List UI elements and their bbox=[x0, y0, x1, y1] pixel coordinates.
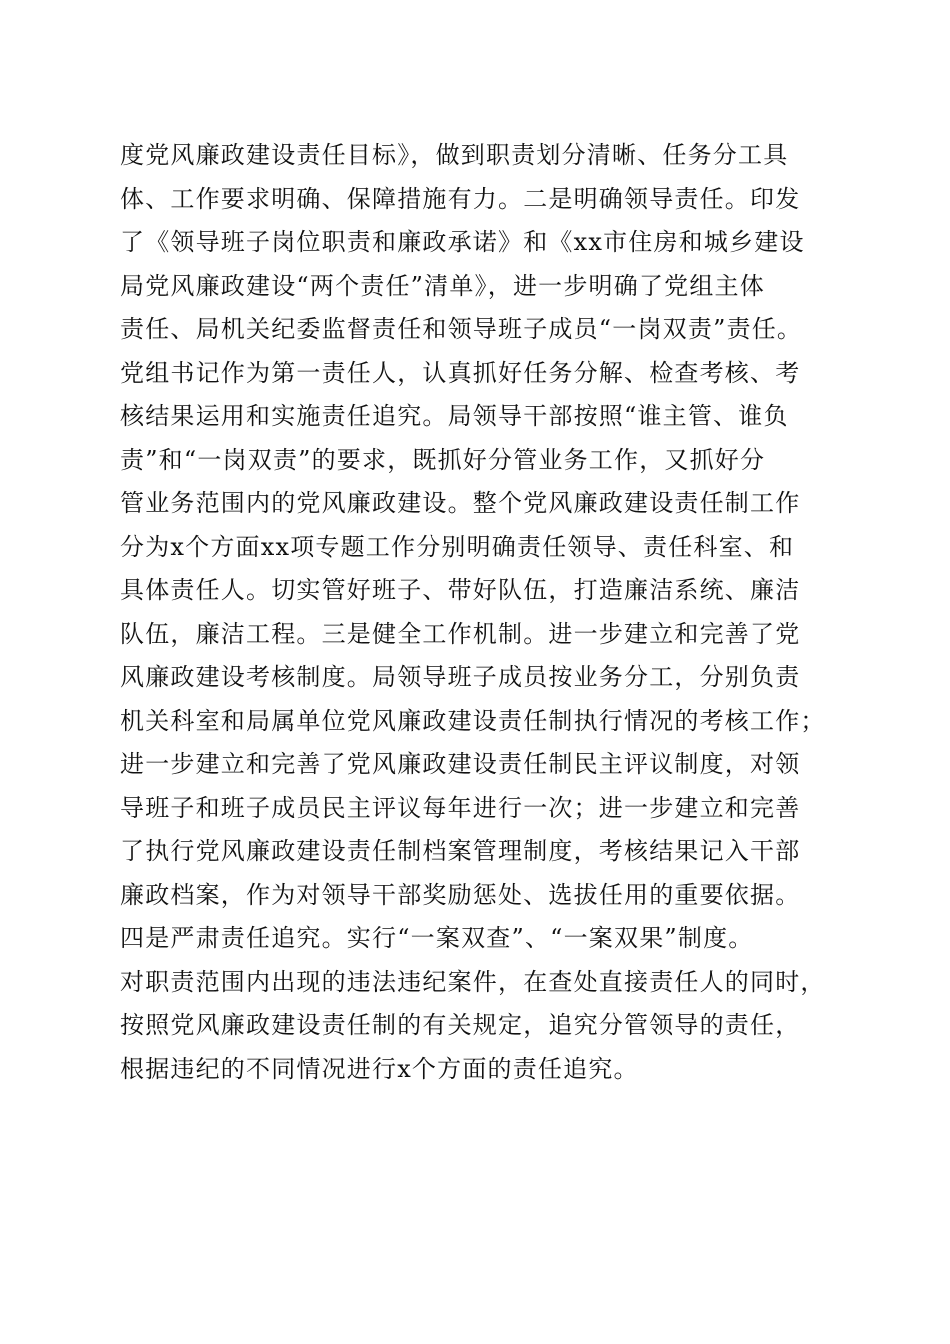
text-line: 根据违纪的不同情况进行x个方面的责任追究。 bbox=[120, 1054, 639, 1083]
text-line: 党组书记作为第一责任人，认真抓好任务分解、检查考核、考 bbox=[120, 358, 801, 387]
body-text bbox=[120, 134, 840, 1091]
text-line: 责”和“一岗双责”的要求，既抓好分管业务工作，又抓好分 bbox=[120, 445, 766, 474]
text-line: 责任、局机关纪委监督责任和领导班子成员“一岗双责”责任。 bbox=[120, 315, 803, 343]
text-line: 体、工作要求明确、保障措施有力。二是明确领导责任。印发 bbox=[120, 184, 801, 213]
text-line: 风廉政建设考核制度。局领导班子成员按业务分工，分别负责 bbox=[120, 663, 801, 691]
text-line: 核结果运用和实施责任追究。局领导干部按照“谁主管、谁负 bbox=[120, 402, 789, 430]
text-line: 分为x个方面xx项专题工作分别明确责任领导、责任科室、和 bbox=[120, 532, 795, 561]
text-line: 按照党风廉政建设责任制的有关规定，追究分管领导的责任， bbox=[120, 1011, 801, 1039]
text-line: 进一步建立和完善了党风廉政建设责任制民主评议制度，对领 bbox=[120, 750, 801, 778]
text-line: 了《领导班子岗位职责和廉政承诺》和《xx市住房和城乡建设 bbox=[120, 228, 805, 256]
text-line: 四是严肃责任追究。实行“一案双查”、“一案双果”制度。 bbox=[120, 924, 754, 952]
text-line: 对职责范围内出现的违法违纪案件，在查处直接责任人的同时， bbox=[120, 967, 826, 996]
text-line: 度党风廉政建设责任目标》，做到职责划分清晰、任务分工具 bbox=[120, 141, 789, 169]
text-line: 具体责任人。切实管好班子、带好队伍，打造廉洁系统、廉洁 bbox=[120, 576, 801, 604]
text-line: 管业务范围内的党风廉政建设。整个党风廉政建设责任制工作 bbox=[120, 489, 801, 517]
text-line: 廉政档案，作为对领导干部奖励惩处、选拔任用的重要依据。 bbox=[120, 880, 801, 909]
text-line: 了执行党风廉政建设责任制档案管理制度，考核结果记入干部 bbox=[120, 837, 801, 865]
text-line: 局党风廉政建设“两个责任”清单》，进一步明确了党组主体 bbox=[120, 271, 765, 300]
text-line: 导班子和班子成员民主评议每年进行一次；进一步建立和完善 bbox=[120, 793, 801, 822]
text-line: 机关科室和局属单位党风廉政建设责任制执行情况的考核工作； bbox=[120, 706, 826, 735]
text-line: 队伍，廉洁工程。三是健全工作机制。进一步建立和完善了党 bbox=[120, 619, 801, 648]
